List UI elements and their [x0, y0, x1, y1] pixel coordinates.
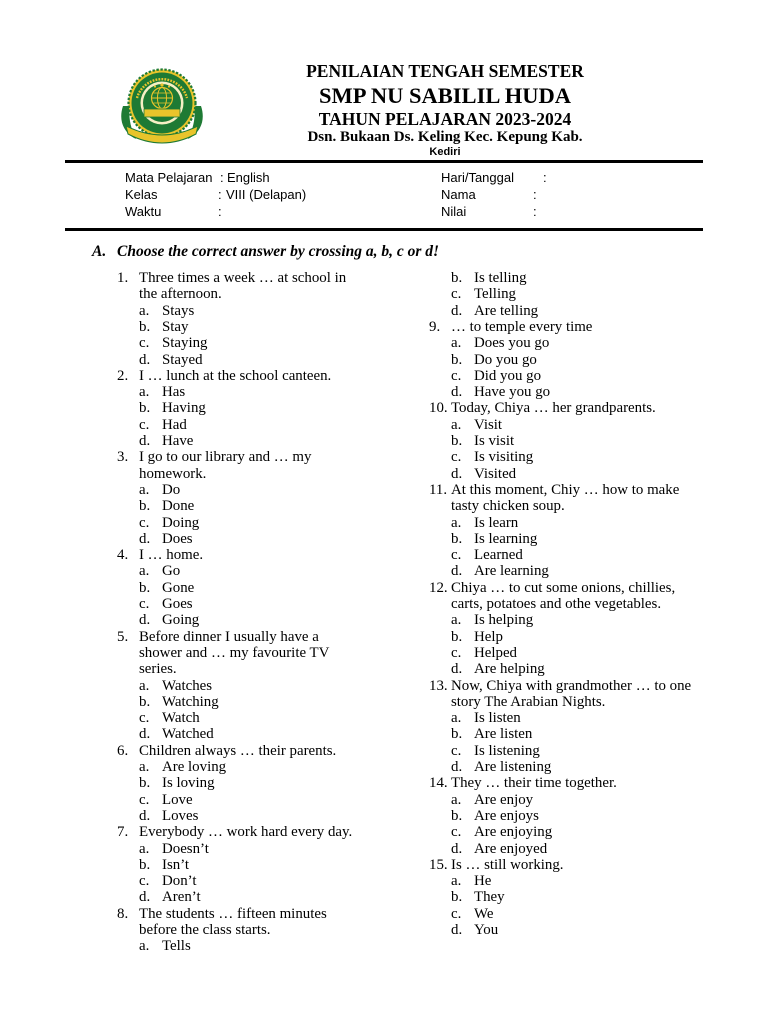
- question-5-line-1: [117, 629, 417, 645]
- option-text: Are loving: [162, 759, 227, 775]
- question-text: They … their time together.: [451, 775, 617, 792]
- question-number: 7.: [117, 824, 129, 841]
- option-text: Visit: [474, 416, 503, 433]
- question-8-option-d: [429, 303, 729, 319]
- question-2-option-c: [117, 417, 417, 433]
- question-12-option-b: [429, 629, 729, 645]
- option-letter: d.: [451, 384, 463, 401]
- option-text: Doing: [162, 514, 200, 531]
- option-letter: c.: [139, 596, 150, 612]
- question-text: Children always … their parents.: [139, 742, 337, 759]
- option-letter: c.: [139, 335, 150, 352]
- option-text: Is visit: [474, 433, 515, 449]
- question-1-option-b: [117, 319, 417, 335]
- question-3-option-c: [117, 515, 417, 531]
- question-1-line-2: [117, 286, 417, 302]
- question-14-option-c: [429, 824, 729, 840]
- option-text: Is learning: [474, 530, 538, 547]
- option-letter: b.: [139, 498, 151, 515]
- question-15-option-b: [429, 889, 729, 905]
- option-letter: c.: [451, 742, 462, 759]
- option-letter: b.: [451, 807, 463, 824]
- option-text: Do you go: [474, 351, 537, 368]
- question-6-option-b: [117, 775, 417, 791]
- option-text: Are enjoys: [474, 807, 539, 824]
- question-6-option-c: [117, 792, 417, 808]
- option-text: Stay: [162, 318, 189, 335]
- question-text: Chiya … to cut some onions, chillies,: [451, 579, 676, 596]
- option-text: Had: [162, 416, 187, 433]
- question-text: before the class starts.: [139, 922, 271, 938]
- question-number: 15.: [429, 856, 448, 873]
- option-letter: a.: [451, 335, 462, 352]
- option-letter: d.: [451, 922, 463, 938]
- option-text: Telling: [474, 286, 516, 303]
- option-letter: b.: [139, 775, 151, 792]
- option-text: Learned: [474, 547, 523, 564]
- option-letter: c.: [139, 791, 150, 808]
- option-text: Isn’t: [162, 856, 190, 873]
- option-text: Does you go: [474, 335, 550, 352]
- question-3-option-d: [117, 531, 417, 547]
- option-text: Loves: [162, 807, 199, 824]
- option-letter: d.: [139, 612, 151, 629]
- school-address: Dsn. Bukaan Ds. Keling Kec. Kepung Kab.: [307, 129, 583, 145]
- option-letter: b.: [139, 856, 151, 873]
- question-text: … to temple every time: [451, 318, 593, 335]
- question-13-line-1: [429, 678, 729, 694]
- question-11-option-b: [429, 531, 729, 547]
- option-text: Staying: [162, 335, 208, 352]
- option-letter: c.: [139, 873, 150, 890]
- option-text: They: [474, 889, 505, 906]
- question-text: I … lunch at the school canteen.: [139, 367, 332, 384]
- class-value: VIII (Delapan): [226, 187, 307, 202]
- option-letter: b.: [451, 889, 463, 906]
- option-text: Gone: [162, 579, 195, 596]
- question-text: I go to our library and … my: [139, 449, 312, 466]
- option-letter: a.: [451, 514, 462, 531]
- option-letter: c.: [139, 514, 150, 531]
- question-3-line-1: [117, 449, 417, 465]
- questions-column-left: [117, 270, 417, 960]
- question-11-line-2: [429, 498, 729, 514]
- question-12-option-c: [429, 645, 729, 661]
- date-label: Hari/Tanggal: [441, 170, 514, 185]
- question-12-line-2: [429, 596, 729, 612]
- option-letter: d.: [451, 302, 463, 319]
- option-text: Have you go: [474, 384, 551, 401]
- option-letter: b.: [451, 530, 463, 547]
- question-4-option-d: [117, 612, 417, 628]
- question-text: tasty chicken soup.: [451, 498, 565, 515]
- question-7-option-a: [117, 841, 417, 857]
- option-letter: a.: [139, 481, 150, 498]
- question-11-option-a: [429, 515, 729, 531]
- option-text: Have: [162, 433, 194, 449]
- option-letter: a.: [451, 791, 462, 808]
- question-11-line-1: [429, 482, 729, 498]
- option-text: Done: [162, 498, 195, 515]
- option-text: Has: [162, 384, 186, 401]
- option-text: Are helping: [474, 661, 545, 678]
- option-letter: d.: [451, 840, 463, 857]
- option-text: Watches: [162, 677, 213, 694]
- option-letter: a.: [139, 384, 150, 401]
- option-letter: b.: [451, 351, 463, 368]
- option-text: Are enjoy: [474, 791, 534, 808]
- school-logo: [115, 68, 209, 146]
- question-text: carts, potatoes and othe vegetables.: [451, 596, 662, 612]
- question-7-option-c: [117, 873, 417, 889]
- question-text: homework.: [139, 465, 207, 482]
- question-15-option-a: [429, 873, 729, 889]
- option-text: You: [474, 922, 499, 938]
- question-14-option-a: [429, 792, 729, 808]
- option-letter: d.: [139, 889, 151, 906]
- option-text: Doesn’t: [162, 840, 209, 857]
- question-number: 10.: [429, 400, 448, 417]
- question-4-line-1: [117, 547, 417, 563]
- option-letter: a.: [139, 563, 150, 580]
- question-3-option-b: [117, 498, 417, 514]
- question-text: series.: [139, 661, 177, 678]
- option-letter: c.: [451, 286, 462, 303]
- option-letter: d.: [139, 807, 151, 824]
- question-text: The students … fifteen minutes: [139, 905, 327, 922]
- header-divider-top: [65, 160, 703, 163]
- option-letter: b.: [451, 628, 463, 645]
- option-letter: c.: [451, 547, 462, 564]
- header-divider-bottom: [65, 228, 703, 231]
- school-logo-emblem: [115, 68, 209, 146]
- option-text: We: [474, 905, 494, 922]
- option-text: Tells: [162, 938, 191, 955]
- question-text: At this moment, Chiy … how to make: [451, 481, 680, 498]
- question-6-option-a: [117, 759, 417, 775]
- option-letter: d.: [139, 726, 151, 743]
- option-letter: d.: [139, 351, 151, 368]
- option-text: Go: [162, 563, 181, 580]
- question-number: 6.: [117, 742, 129, 759]
- option-text: Is listen: [474, 710, 521, 727]
- option-letter: c.: [139, 416, 150, 433]
- option-letter: b.: [139, 400, 151, 417]
- question-11-option-c: [429, 547, 729, 563]
- option-letter: c.: [451, 449, 462, 466]
- option-text: Watch: [162, 710, 200, 727]
- option-text: Are listen: [474, 726, 533, 743]
- question-text: Today, Chiya … her grandparents.: [451, 400, 656, 417]
- question-10-option-d: [429, 466, 729, 482]
- question-8-option-c: [429, 286, 729, 302]
- option-letter: b.: [451, 433, 463, 449]
- option-letter: d.: [451, 465, 463, 482]
- option-text: Aren’t: [162, 889, 201, 906]
- question-text: Before dinner I usually have a: [139, 628, 319, 645]
- score-label: Nilai: [441, 204, 467, 219]
- option-text: Is helping: [474, 612, 534, 629]
- question-5-line-2: [117, 645, 417, 661]
- option-text: Is visiting: [474, 449, 534, 466]
- question-13-option-c: [429, 743, 729, 759]
- question-3-option-a: [117, 482, 417, 498]
- question-number: 1.: [117, 270, 129, 286]
- question-8-line-1: [117, 906, 417, 922]
- question-13-option-d: [429, 759, 729, 775]
- question-3-line-2: [117, 466, 417, 482]
- question-number: 9.: [429, 318, 441, 335]
- option-letter: d.: [451, 759, 463, 775]
- question-5-option-c: [117, 710, 417, 726]
- option-text: Watched: [162, 726, 214, 743]
- question-2-option-b: [117, 400, 417, 416]
- question-7-line-1: [117, 824, 417, 840]
- question-8-line-2: [117, 922, 417, 938]
- question-8-option-b: [429, 270, 729, 286]
- school-city: Kediri: [429, 145, 461, 158]
- option-letter: d.: [139, 433, 151, 449]
- question-14-option-d: [429, 841, 729, 857]
- question-5-line-3: [117, 661, 417, 677]
- subject-separator: :: [220, 170, 224, 185]
- question-13-line-2: [429, 694, 729, 710]
- question-number: 11.: [429, 481, 448, 498]
- question-2-option-d: [117, 433, 417, 449]
- option-letter: d.: [451, 563, 463, 580]
- option-text: Does: [162, 530, 193, 547]
- option-letter: c.: [451, 905, 462, 922]
- option-letter: b.: [139, 693, 151, 710]
- class-separator: :: [218, 187, 222, 202]
- subject-value: English: [227, 170, 270, 185]
- question-13-option-b: [429, 726, 729, 742]
- question-9-option-d: [429, 384, 729, 400]
- option-letter: a.: [451, 416, 462, 433]
- option-text: Do: [162, 481, 181, 498]
- question-1-option-d: [117, 352, 417, 368]
- section-instruction: Choose the correct answer by crossing a, b, c or d!: [117, 243, 440, 260]
- option-text: Watching: [162, 693, 219, 710]
- option-text: Did you go: [474, 367, 542, 384]
- option-text: Is telling: [474, 270, 527, 286]
- option-letter: a.: [451, 873, 462, 890]
- option-letter: a.: [451, 612, 462, 629]
- question-4-option-b: [117, 580, 417, 596]
- option-letter: c.: [451, 824, 462, 841]
- question-text: Three times a week … at school in: [139, 270, 347, 286]
- question-1-option-a: [117, 303, 417, 319]
- question-12-option-a: [429, 612, 729, 628]
- question-2-option-a: [117, 384, 417, 400]
- option-text: Goes: [162, 596, 193, 612]
- questions-column-right: [429, 270, 729, 960]
- question-text: Everybody … work hard every day.: [139, 824, 353, 841]
- question-1-line-1: [117, 270, 417, 286]
- question-11-option-d: [429, 563, 729, 579]
- question-15-line-1: [429, 857, 729, 873]
- question-12-option-d: [429, 661, 729, 677]
- question-8-option-a: [117, 938, 417, 954]
- question-14-line-1: [429, 775, 729, 791]
- question-6-line-1: [117, 743, 417, 759]
- question-text: the afternoon.: [139, 286, 222, 303]
- question-number: 13.: [429, 677, 448, 694]
- option-letter: a.: [139, 759, 150, 775]
- option-letter: b.: [139, 318, 151, 335]
- question-1-option-c: [117, 335, 417, 351]
- option-text: Help: [474, 628, 503, 645]
- academic-year: TAHUN PELAJARAN 2023-2024: [318, 108, 572, 129]
- question-15-option-c: [429, 906, 729, 922]
- option-letter: b.: [451, 270, 463, 286]
- option-text: He: [474, 873, 492, 890]
- question-9-option-a: [429, 335, 729, 351]
- option-text: Going: [162, 612, 200, 629]
- question-15-option-d: [429, 922, 729, 938]
- option-letter: d.: [139, 530, 151, 547]
- option-letter: c.: [139, 710, 150, 727]
- time-label: Waktu: [125, 204, 162, 219]
- question-number: 14.: [429, 775, 448, 792]
- option-text: Stays: [162, 302, 195, 319]
- question-number: 2.: [117, 367, 129, 384]
- option-letter: c.: [451, 644, 462, 661]
- question-10-option-a: [429, 417, 729, 433]
- question-text: Is … still working.: [451, 856, 564, 873]
- question-text: I … home.: [139, 547, 204, 564]
- question-number: 4.: [117, 547, 129, 564]
- option-text: Having: [162, 400, 206, 417]
- option-text: Is listening: [474, 742, 540, 759]
- question-5-option-b: [117, 694, 417, 710]
- question-text: Now, Chiya with grandmother … to one: [451, 677, 692, 694]
- question-13-option-a: [429, 710, 729, 726]
- question-number: 3.: [117, 449, 129, 466]
- question-9-line-1: [429, 319, 729, 335]
- option-text: Don’t: [162, 873, 197, 890]
- option-text: Are learning: [474, 563, 549, 580]
- question-5-option-d: [117, 726, 417, 742]
- option-letter: b.: [451, 726, 463, 743]
- question-12-line-1: [429, 580, 729, 596]
- option-text: Are telling: [474, 302, 539, 319]
- option-letter: a.: [139, 938, 150, 955]
- option-text: Are listening: [474, 759, 552, 775]
- question-10-line-1: [429, 400, 729, 416]
- option-letter: c.: [451, 367, 462, 384]
- question-text: story The Arabian Nights.: [451, 693, 606, 710]
- question-14-option-b: [429, 808, 729, 824]
- option-letter: a.: [139, 302, 150, 319]
- name-label: Nama: [441, 187, 476, 202]
- question-number: 12.: [429, 579, 448, 596]
- question-2-line-1: [117, 368, 417, 384]
- section-label: A.: [92, 243, 107, 260]
- question-number: 5.: [117, 628, 129, 645]
- class-label: Kelas: [125, 187, 158, 202]
- exam-title: PENILAIAN TENGAH SEMESTER: [306, 60, 584, 81]
- question-9-option-c: [429, 368, 729, 384]
- question-10-option-c: [429, 449, 729, 465]
- question-4-option-a: [117, 563, 417, 579]
- date-separator: :: [543, 170, 547, 185]
- question-7-option-b: [117, 857, 417, 873]
- name-separator: :: [533, 187, 537, 202]
- time-separator: :: [218, 204, 222, 219]
- option-letter: a.: [451, 710, 462, 727]
- option-text: Visited: [474, 465, 517, 482]
- score-separator: :: [533, 204, 537, 219]
- question-text: shower and … my favourite TV: [139, 644, 330, 661]
- question-7-option-d: [117, 889, 417, 905]
- question-number: 8.: [117, 905, 129, 922]
- option-text: Is loving: [162, 775, 215, 792]
- option-text: Helped: [474, 644, 517, 661]
- question-9-option-b: [429, 352, 729, 368]
- option-text: Are enjoyed: [474, 840, 548, 857]
- question-5-option-a: [117, 678, 417, 694]
- option-letter: b.: [139, 579, 151, 596]
- subject-label: Mata Pelajaran: [125, 170, 213, 185]
- school-name: SMP NU SABILIL HUDA: [319, 82, 571, 108]
- option-text: Are enjoying: [474, 824, 553, 841]
- question-4-option-c: [117, 596, 417, 612]
- question-6-option-d: [117, 808, 417, 824]
- option-letter: a.: [139, 840, 150, 857]
- option-letter: d.: [451, 661, 463, 678]
- option-letter: a.: [139, 677, 150, 694]
- option-text: Is learn: [474, 514, 519, 531]
- option-text: Stayed: [162, 351, 203, 368]
- option-text: Love: [162, 791, 193, 808]
- question-10-option-b: [429, 433, 729, 449]
